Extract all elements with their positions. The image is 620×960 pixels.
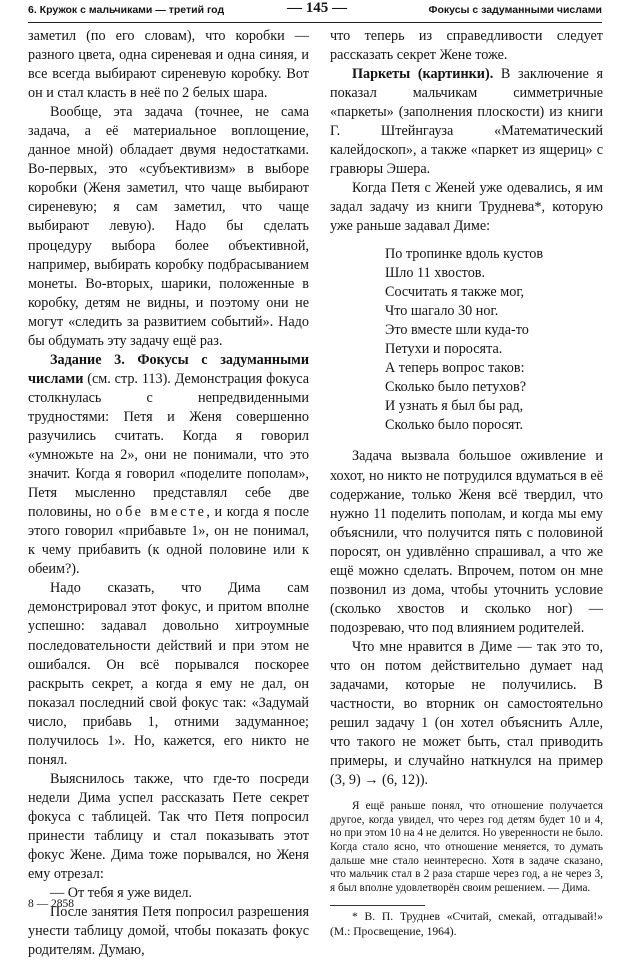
paragraph-text: , и когда я после этого говорил «прибавьте 1», он не понимал, к чему прибавить (к одной половине или к обеим?).	[28, 504, 309, 578]
header-chapter-title: 6. Кружок с мальчиками — третий год	[28, 4, 225, 16]
paragraph-task-3	[28, 351, 309, 580]
poem-line: Это вместе шли куда-то	[385, 321, 529, 338]
paragraph-text: (см. стр. 113). Демонстрация фокуса столкнулась с непредвиденными трудностями: Петя и Женя совершенно разучились считать. Когда я говорил «умножьте на 2», они не понимали, что это значит. Когда я говорил «поделите пополам», Петя мысленно представлял себе две половины, но	[28, 370, 309, 521]
paragraph-parquets	[330, 65, 603, 179]
poem-line: Сколько было петухов?	[385, 379, 527, 396]
poem-line: Петухи и поросята.	[385, 340, 503, 357]
paragraph: Когда Петя с Женей уже одевались, я им задал задачу из книги Труднева*, которую уже раньше задавал Диме:	[330, 180, 603, 235]
poem-line: А теперь вопрос таков:	[385, 360, 525, 377]
paragraph: Вообще, эта задача (точнее, не сама задача, а её материальное воплощение, данное мной) обладает двумя недостатками. Во-первых, это «субъективизм» в выборе коробки (Женя заметил, что чаще выбирают сиреневую; я сам заметил, что чаще выбирают левую). Надо бы сделать процедуру выбора более объективной, например, выбирать коробку подбрасыванием монеты. Во-вторых, шарики, положенные в коробку, детям не видны, и поэтому они не могут «следить за развитием событий». Надо бы обдумать эту задачу ещё раз.	[28, 104, 309, 349]
paragraph: что теперь из справедливости следует рассказать секрет Жене тоже.	[330, 28, 603, 64]
running-header	[28, 0, 602, 23]
footnote: * В. П. Труднев «Считай, смекай, отгадывай!» (М.: Просвещение, 1964).	[330, 910, 603, 938]
small-print-note: Я ещё раньше понял, что отношение получается другое, когда увидел, что через год детям будет 10 и 4, но при этом 10 на 4 не делится. Но уверенности не было. Когда стало ясно, что отношение меняется, то думать дальше мне стало неинтересно. Хотя в задаче сказано, что мальчик стал в 2 раза старше через год, а не через 3, я был вполне удовлетворён своим решением. — Дима.	[330, 800, 603, 894]
paragraph: Надо сказать, что Дима сам демонстрировал этот фокус, и притом вполне успешно: задавал довольно хитроумные последовательности действий и при этом не ошибался. Он всё порывался поскорее раскрыть секрет, а когда я ему не дал, он показал последний свой фокус так: «Задумай число, прибавь 1, отними задуманное; получилось 1». Но, кажется, его никто не понял.	[28, 580, 309, 768]
paragraph: После занятия Петя попросил разрешения унести таблицу домой, чтобы показать фокус родителям. Думаю,	[28, 904, 309, 959]
dialogue-line: — От тебя я уже видел.	[50, 885, 193, 902]
parquets-heading: Паркеты (картинки).	[352, 66, 494, 83]
task-3-heading: Задание 3. Фокусы с задуманными числами	[28, 351, 309, 387]
paragraph-text: В заключение я показал мальчикам симметричные «паркеты» (заполнения плоскости) из книги Г. Штейнгауза «Математический калейдоскоп», а также «паркет из ящериц» с гравюры Эшера.	[330, 66, 603, 178]
footnote-divider	[330, 905, 425, 906]
left-column	[28, 27, 309, 960]
poem	[385, 245, 603, 436]
paragraph: Задача вызвала большое оживление и хохот, но никто не потрудился вдуматься в её содержание, только Женя всё твердил, что нужно 11 поделить пополам, и когда мы ему объяснили, что получится пять с половиной поросят, он удивлённо спрашивал, а что же ещё можно сделать. Впрочем, потом он мне позвонил из дома, чтобы уточнить условие (сколько хвостов и сколько ног) — подозреваю, что под влиянием родителей.	[330, 448, 603, 636]
poem-line: Шло 11 хвостов.	[385, 264, 486, 281]
paragraph: заметил (по его словам), что коробки — разного цвета, одна сиреневая и одна синяя, и все всегда выбирают сиреневую коробку. Вот он и стал класть в неё по 2 белых шара.	[28, 28, 309, 102]
poem-line: Сколько было поросят.	[385, 417, 524, 434]
paragraph: Выяснилось также, что где-то посреди недели Дима успел рассказать Пете секрет фокуса с таблицей. Так что Петя попросил принести таблицу и стал показывать этот фокус Жене. Дима тоже порывался, но Женя ему отрезал:	[28, 770, 309, 883]
spaced-emphasis: обе вместе	[115, 504, 207, 521]
page-number: — 145 —	[287, 0, 347, 16]
poem-line: И узнать я был бы рад,	[385, 398, 524, 415]
paragraph: Что мне нравится в Диме — так это то, что он потом действительно думает над задачами, которые не получились. В частности, во вторник он самостоятельно решил задачу 1 (он хотел объяснить Алле, что такого не может быть, стал приводить примеры, и случайно наткнулся на пример (3, 9) → (6, 12)).	[330, 638, 603, 789]
printer-signature: 8 — 2858	[28, 898, 74, 910]
right-column	[330, 27, 603, 939]
poem-line: Сосчитать я также мог,	[385, 283, 525, 300]
poem-line: Что шагало 30 ног.	[385, 302, 499, 319]
header-section-title: Фокусы с задуманными числами	[428, 4, 602, 16]
poem-line: По тропинке вдоль кустов	[385, 245, 544, 262]
